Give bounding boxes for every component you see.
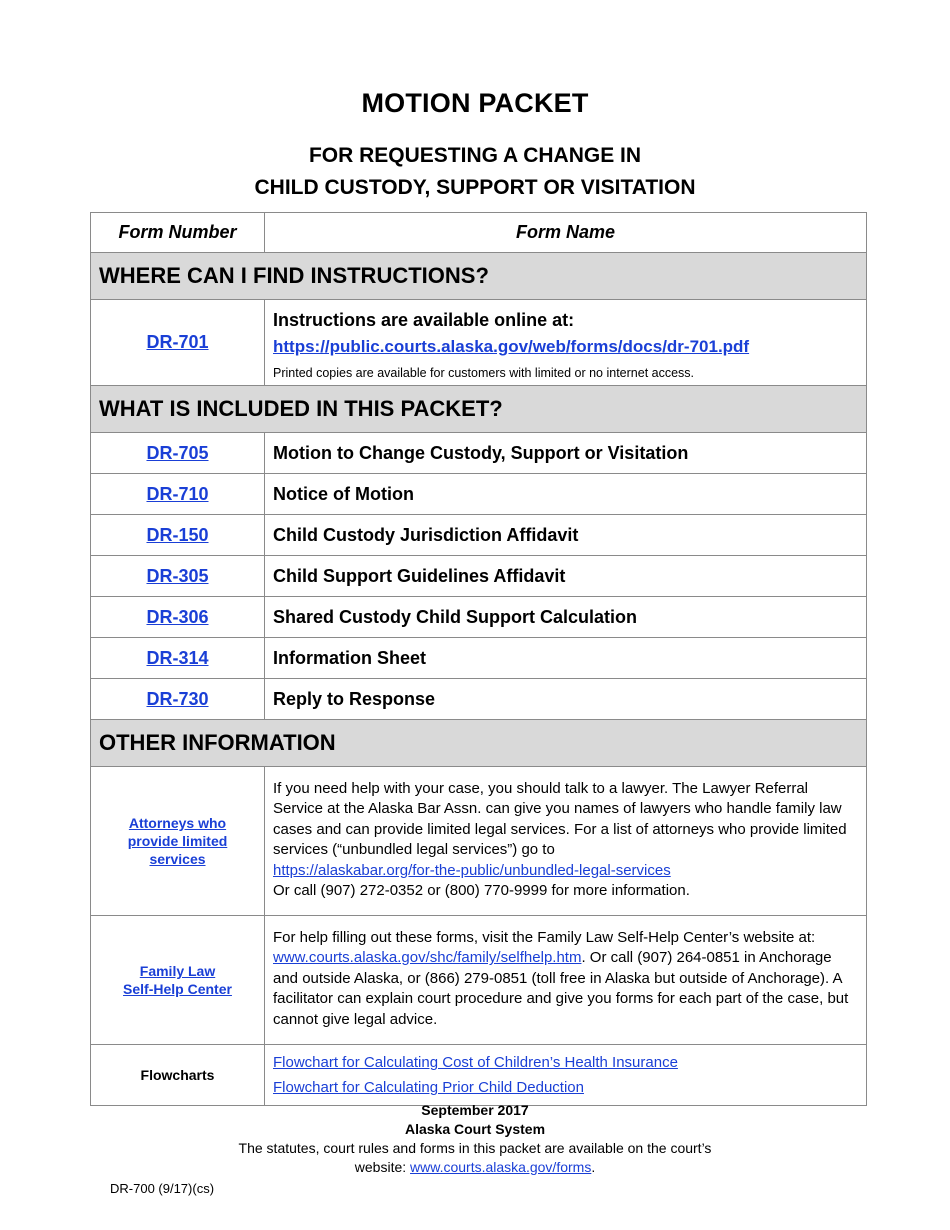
- footer-line-2: website: www.courts.alaska.gov/forms.: [354, 1159, 596, 1175]
- section-heading: WHERE CAN I FIND INSTRUCTIONS?: [91, 253, 867, 300]
- table-row: [91, 597, 867, 638]
- footer-org: Alaska Court System: [404, 1121, 546, 1137]
- unbundled-services-link[interactable]: https://alaskabar.org/for-the-public/unbundled-legal-services: [273, 861, 671, 879]
- footer-line-1: The statutes, court rules and forms in this packet are available on the court’s: [238, 1140, 712, 1156]
- table-row: [91, 515, 867, 556]
- family-law-text-continued: . Or call (907) 264-0851 in Anchorage and outside Alaska, or (866) 279-0851 (toll free in Alaska but outside of Anchorage). A facilitator can explain court procedure and give you forms for each part of the case, but cannot give legal advice.: [273, 949, 849, 1028]
- attorneys-text: If you need help with your case, you should talk to a lawyer. The Lawyer Referral Service at the Alaska Bar Assn. can give you names of lawyers who handle family law cases and can provide limited legal services. For a list of attorneys who provide limited services (“unbundled legal services”) go to: [273, 779, 847, 858]
- flowcharts-label: Flowcharts: [91, 1045, 265, 1106]
- instructions-url-link[interactable]: https://public.courts.alaska.gov/web/forms/docs/dr-701.pdf: [273, 336, 750, 356]
- table-header-row: [91, 213, 867, 253]
- form-link-dr-150[interactable]: DR-150: [146, 524, 209, 545]
- instructions-row: [91, 300, 867, 386]
- instructions-note: Printed copies are available for customers with limited or no internet access.: [273, 365, 695, 380]
- header-form-number: Form Number: [91, 213, 265, 253]
- flowcharts-links-cell: [265, 1045, 867, 1106]
- footer-date: September 2017: [421, 1102, 529, 1118]
- form-link-dr-701[interactable]: DR-701: [146, 332, 209, 352]
- family-law-link[interactable]: Family Law Self-Help Center: [123, 963, 232, 997]
- family-law-label-cell: [91, 916, 265, 1045]
- form-name: Child Custody Jurisdiction Affidavit: [265, 515, 867, 556]
- form-code-cell: [91, 300, 265, 386]
- forms-website-link[interactable]: www.courts.alaska.gov/forms: [410, 1159, 592, 1175]
- form-name: Notice of Motion: [265, 474, 867, 515]
- family-law-text-cell: [265, 916, 867, 1045]
- form-link-dr-314[interactable]: DR-314: [146, 647, 209, 668]
- attorneys-phone-text: Or call (907) 272-0352 or (800) 770-9999 for more information.: [273, 882, 690, 899]
- flowchart-health-insurance-link[interactable]: Flowchart for Calculating Cost of Children’s Health Insurance: [273, 1054, 678, 1071]
- section-heading: WHAT IS INCLUDED IN THIS PACKET?: [91, 386, 867, 433]
- attorneys-link[interactable]: Attorneys who provide limited services: [127, 815, 228, 867]
- form-name: Motion to Change Custody, Support or Visitation: [265, 433, 867, 474]
- flowcharts-row: [91, 1045, 867, 1106]
- instructions-cell: [265, 300, 867, 386]
- form-link-dr-710[interactable]: DR-710: [146, 483, 209, 504]
- table-row: [91, 433, 867, 474]
- forms-table: [90, 212, 867, 1106]
- attorneys-row: [91, 767, 867, 916]
- attorneys-label-cell: [91, 767, 265, 916]
- page-subtitle: [0, 140, 950, 204]
- section-instructions: [91, 253, 867, 300]
- form-link-dr-305[interactable]: DR-305: [146, 565, 209, 586]
- instructions-text: Instructions are available online at:: [273, 309, 575, 330]
- table-row: [91, 556, 867, 597]
- family-law-row: [91, 916, 867, 1045]
- page-title: MOTION PACKET: [361, 88, 589, 118]
- attorneys-text-cell: [265, 767, 867, 916]
- table-row: [91, 679, 867, 720]
- form-name: Reply to Response: [265, 679, 867, 720]
- form-name: Shared Custody Child Support Calculation: [265, 597, 867, 638]
- table-row: [91, 474, 867, 515]
- header-form-name: Form Name: [265, 213, 867, 253]
- table-row: [91, 638, 867, 679]
- subtitle-line-1: FOR REQUESTING A CHANGE IN: [308, 144, 642, 167]
- section-packet: [91, 386, 867, 433]
- form-id: DR-700 (9/17)(cs): [110, 1181, 215, 1196]
- selfhelp-url-link[interactable]: www.courts.alaska.gov/shc/family/selfhelp.htm: [273, 949, 582, 967]
- form-link-dr-730[interactable]: DR-730: [146, 688, 209, 709]
- form-name: Information Sheet: [265, 638, 867, 679]
- form-link-dr-306[interactable]: DR-306: [146, 606, 209, 627]
- form-name: Child Support Guidelines Affidavit: [265, 556, 867, 597]
- section-other-info: [91, 720, 867, 767]
- form-link-dr-705[interactable]: DR-705: [146, 442, 209, 463]
- section-heading: OTHER INFORMATION: [91, 720, 867, 767]
- family-law-text: For help filling out these forms, visit the Family Law Self-Help Center’s website at:: [273, 928, 816, 946]
- flowchart-prior-child-link[interactable]: Flowchart for Calculating Prior Child Deduction: [273, 1079, 584, 1096]
- subtitle-line-2: CHILD CUSTODY, SUPPORT OR VISITATION: [254, 176, 696, 199]
- footer: [0, 1101, 950, 1177]
